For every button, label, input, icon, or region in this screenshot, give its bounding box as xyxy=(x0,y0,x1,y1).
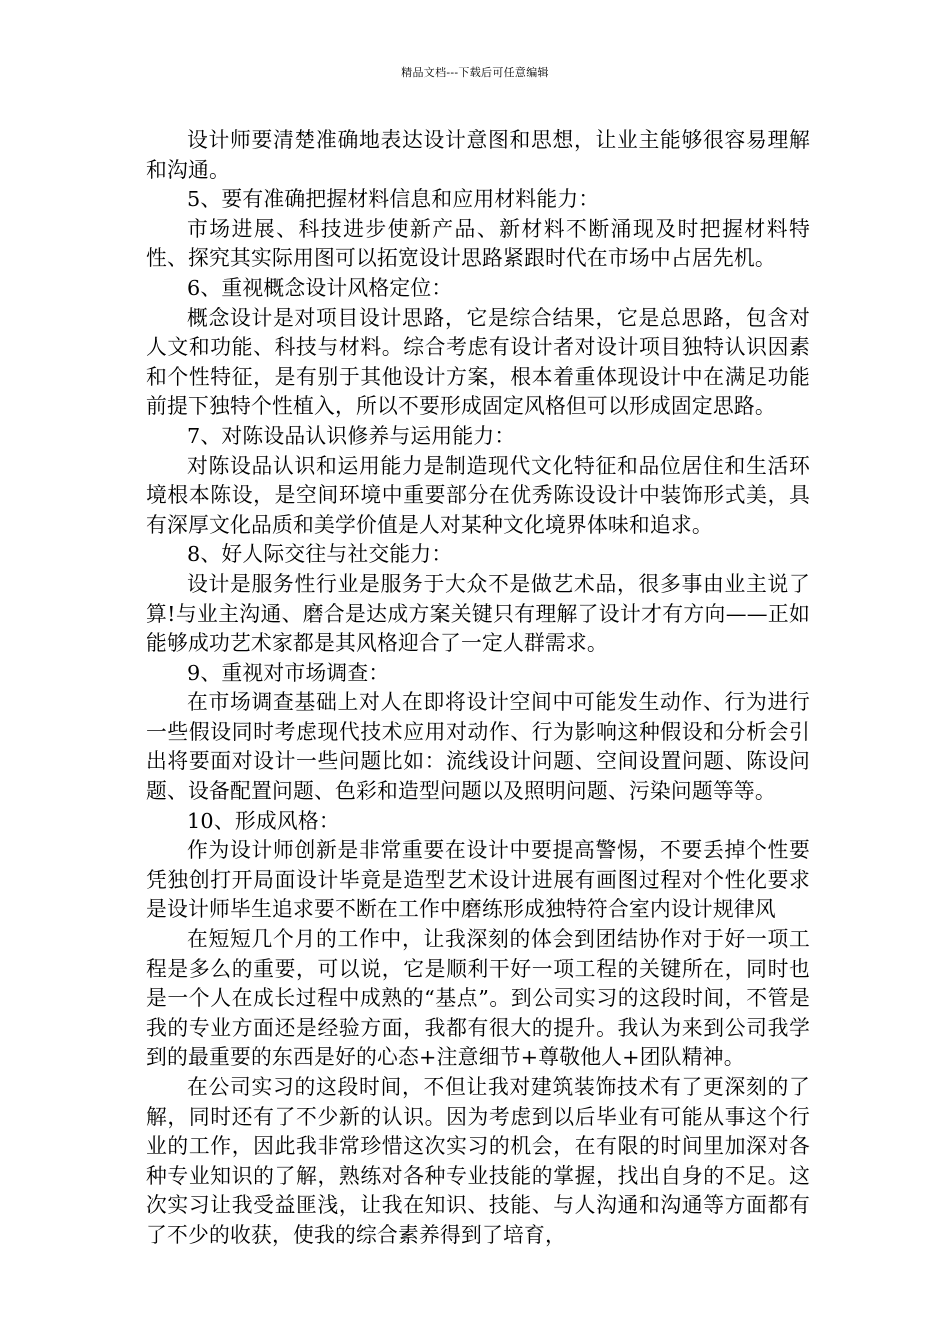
paragraph-intro: 设计师要清楚准确地表达设计意图和思想，让业主能够很容易理解和沟通。 xyxy=(146,128,810,182)
section-heading-10: 10、形成风格： xyxy=(187,808,340,833)
paragraph-style: 作为设计师创新是非常重要在设计中要提高警惕，不要丢掉个性要凭独创打开局面设计毕竟是造型艺术设计进展有画图过程对个性化要求是设计师毕生追求要不断在工作中磨练形成独特符合室内设计规律风 xyxy=(146,838,810,922)
paragraph-teamwork: 在短短几个月的工作中，让我深刻的体会到团结协作对于好一项工程是多么的重要，可以说，它是顺利干好一项工程的关键所在，同时也是一个人在成长过程中成熟的“基点”。到公司实习的这段时间，不管是我的专业方面还是经验方面，我都有很大的提升。我认为来到公司我学到的最重要的东西是好的心态+注意细节+尊敬他人+团队精神。 xyxy=(146,927,810,1070)
section-heading-7: 7、对陈设品认识修养与运用能力： xyxy=(187,423,516,448)
paragraph-concept-design: 概念设计是对项目设计思路，它是综合结果，它是总思路，包含对人文和功能、科技与材料。综合考虑有设计者对设计项目独特认识因素和个性特征，是有别于其他设计方案，根本着重体现设计中在满足功能前提下独特个性植入，所以不要形成固定风格但可以形成固定思路。 xyxy=(146,305,810,419)
paragraph-internship: 在公司实习的这段时间，不但让我对建筑装饰技术有了更深刻的了解，同时还有了不少新的认识。因为考虑到以后毕业有可能从事这个行业的工作，因此我非常珍惜这次实习的机会，在有限的时间里加深对各种专业知识的了解，熟练对各种专业技能的掌握，找出自身的不足。这次实习让我受益匪浅，让我在知识、技能、与人沟通和沟通等方面都有了不少的收获，使我的综合素养得到了培育， xyxy=(146,1075,810,1247)
section-heading-5: 5、要有准确把握材料信息和应用材料能力： xyxy=(187,187,600,212)
paragraph-furnishings: 对陈设品认识和运用能力是制造现代文化特征和品位居住和生活环境根本陈设，是空间环境中重要部分在优秀陈设设计中装饰形式美，具有深厚文化品质和美学价值是人对某种文化境界体味和追求。 xyxy=(146,453,810,537)
paragraph-social-skills: 设计是服务性行业是服务于大众不是做艺术品，很多事由业主说了算!与业主沟通、磨合是达成方案关键只有理解了设计才有方向——正如能够成功艺术家都是其风格迎合了一定人群需求。 xyxy=(146,571,810,656)
section-heading-9: 9、重视对市场调查： xyxy=(187,660,390,685)
page-header: 精品文档---下载后可任意编辑 xyxy=(401,66,549,79)
paragraph-materials: 市场进展、科技进步使新产品、新材料不断涌现及时把握材料特性、探究其实际用图可以拓宽设计思路紧跟时代在市场中占居先机。 xyxy=(146,216,810,271)
paragraph-market-research: 在市场调查基础上对人在即将设计空间中可能发生动作、行为进行一些假设同时考虑现代技术应用对动作、行为影响这种假设和分析会引出将要面对设计一些问题比如：流线设计问题、空间设置问题、陈设问题、设备配置问题、色彩和造型问题以及照明问题、污染问题等等。 xyxy=(146,690,810,804)
section-heading-8: 8、好人际交往与社交能力： xyxy=(187,542,453,567)
section-heading-6: 6、重视概念设计风格定位： xyxy=(187,275,453,300)
document-body xyxy=(146,126,810,1251)
